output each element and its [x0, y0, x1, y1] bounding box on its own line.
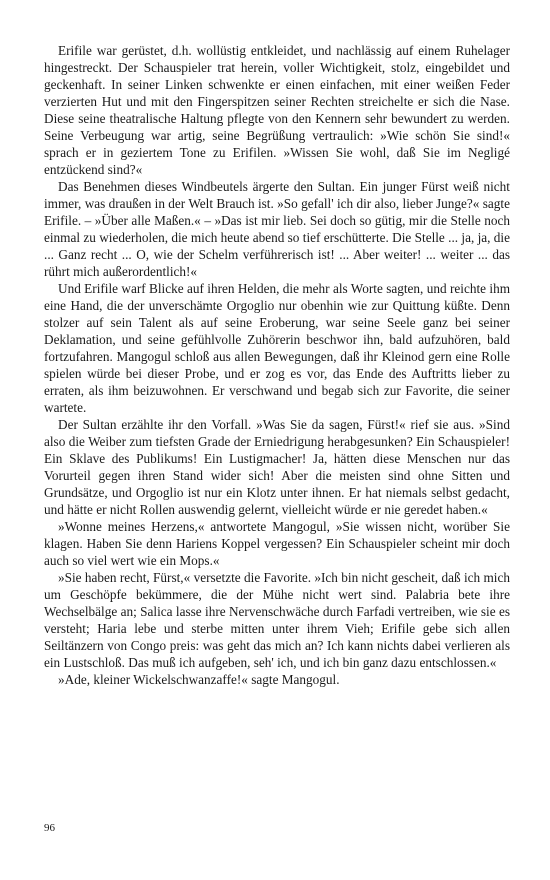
paragraph-3: Und Erifile warf Blicke auf ihren Helden, die mehr als Worte sagten, und reichte ihm eine Hand, die der unverschämte Orgoglio nur obenhin wie zur Quittung küßte. Denn stolzer auf sein Talent als auf seine Eroberung, war seine Seele ganz bei seiner Deklamation, und seine gefühlvolle Zuhörerin beschwor ihn, bald aufzuhören, bald fortzufahren. Mangogul schloß aus allen Bewegungen, daß ihr Kleinod gern eine Rolle spielen würde bei dieser Probe, und er zog es vor, das Ende des Auftritts lieber zu erraten, als ihm beizuwohnen. Er verschwand und begab sich zur Favorite, die seiner wartete. — [44, 281, 510, 415]
paragraph-6: »Sie haben recht, Fürst,« versetzte die Favorite. »Ich bin nicht gescheit, daß ich mich um Geschöpfe bekümmere, die der Mühe nicht wert sind. Palabria bete ihre Wechselbälge an; Salica lasse ihre Nervenschwäche durch Farfadi vertreiben, wie sie es versteht; Haria lebe und sterbe mitten unter ihrem Vieh; Erifile gebe sich allen Seiltänzern von Congo preis: was geht das mich an? Ich kann nichts dabei verlieren als ein Lustschloß. Das muß ich aufgeben, seh' ich, und ich bin ganz dazu entschlossen.« — [44, 570, 510, 670]
book-page-text — [44, 42, 510, 688]
paragraph-4: Der Sultan erzählte ihr den Vorfall. »Was Sie da sagen, Fürst!« rief sie aus. »Sind also die Weiber zum tiefsten Grade der Erniedrigung herabgesunken? Ein Schauspieler! Ein Sklave des Publikums! Ein Lustigmacher! Ja, hätten diese Menschen nur das Vorurteil gegen ihren Stand wider sich! Aber die meisten sind ohne Sitten und Grundsätze, und Orgoglio ist nur ein Klotz unter ihnen. Er hat niemals selbst gedacht, und hätte er nicht Rollen auswendig gelernt, vielleicht würde er nie geredet haben.« — [44, 417, 510, 517]
paragraph-7: »Ade, kleiner Wickelschwanzaffe!« sagte Mangogul. — [58, 672, 340, 687]
paragraph-2: Das Benehmen dieses Windbeutels ärgerte den Sultan. Ein junger Fürst weiß nicht immer, was draußen in der Welt Brauch ist. »So gefall' ich dir also, lieber Junge?« sagte Erifile. – »Über alle Maßen.« – »Das ist mir lieb. Sei doch so gütig, mir die Stelle noch einmal zu wiederholen, die mich heute abend so tief erschütterte. Die Stelle ... ja, ja, die ... Ganz recht ... O, wie der Schelm verführerisch ist! ... Aber weiter! ... weiter ... das rührt mich außerordentlich!« — [44, 179, 510, 279]
paragraph-1: Erifile war gerüstet, d.h. wollüstig entkleidet, und nachlässig auf einem Ruhelager hingestreckt. Der Schauspieler trat herein, voller Wichtigkeit, stolz, eingebildet und geckenhaft. In seiner Linken schwenkte er einen einfachen, mit einer weißen Feder verzierten Hut und mit den Fingerspitzen seiner Rechten streichelte er sich die Nase. Diese seine theatralische Haltung pflegte von den Kennern sehr bewundert zu werden. Seine Verbeugung war artig, seine Begrüßung vertraulich: »Wie schön Sie sind!« sprach er in geziertem Tone zu Erifilen. »Wissen Sie wohl, daß Sie im Negligé entzückend sind?« — [44, 43, 510, 177]
page-number: 96 — [44, 822, 55, 834]
paragraph-5: »Wonne meines Herzens,« antwortete Mangogul, »Sie wissen nicht, worüber Sie klagen. Haben Sie denn Hariens Koppel vergessen? Ein Schauspieler scheint mir doch auch so viel wert wie ein Mops.« — [44, 519, 510, 568]
